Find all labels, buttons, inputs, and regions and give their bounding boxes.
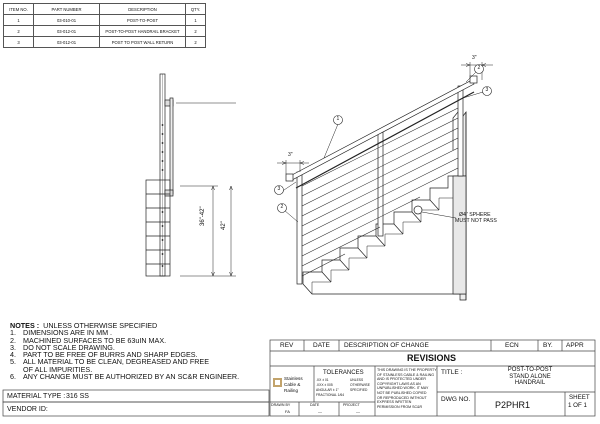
drawing-title: POST-TO-POST STAND ALONE HANDRAIL [507,367,553,387]
appr-header: APPR [566,342,584,349]
note-item: 2. MACHINED SURFACES TO BE 63uIN MAX. [10,335,167,345]
balloon-number: 2 [477,65,481,71]
dim-text-a: 36"-42" [200,206,206,226]
dwg-no-label: DWG NO. [441,396,471,403]
bom-desc: POST-TO-POST HANDRAIL BRACKET [100,26,186,37]
tolerance-line: SPECIFIED [350,388,368,392]
bom-header-qty: QTY. [186,4,206,15]
note-item: 1. DIMENSIONS ARE IN MM . [10,328,113,338]
revisions-title: REVISIONS [407,353,457,363]
isometric-view [275,62,494,300]
company-name-line1: Stainless [284,376,303,381]
tolerance-line: FRACTIONAL 1/64 [316,393,345,397]
material-value: 316 SS [66,393,89,400]
drawn-by-label: DRAWN BY [271,403,291,407]
project-value: — [356,409,360,414]
material-label: MATERIAL TYPE : [7,393,66,400]
company-logo [273,378,282,387]
angle-dim-top: 3" [472,55,477,61]
notes-title: NOTES : [10,321,40,330]
vendor-label: VENDOR ID: [7,406,48,413]
bom-qty: 2 [186,37,206,48]
date-value: — [318,409,322,414]
sheet-label: SHEET [569,394,590,401]
date-header: DATE [313,342,330,349]
rev-header: REV [280,342,294,349]
bom-item: 2 [4,26,34,37]
bom-header-desc: DESCRIPTION [100,4,186,15]
bom-item: 1 [4,15,34,26]
bom-header-part: PART NUMBER [34,4,100,15]
bom-desc: POST-TO-POST [100,15,186,26]
tolerance-line: ANGULAR ± 1° [316,388,339,392]
bom-qty: 1 [186,15,206,26]
project-label: PROJECT [343,403,360,407]
side-elevation-view [146,74,236,276]
side-bracket-bottom [165,190,173,196]
title-label: TITLE : [441,369,463,376]
drawn-by-value: FA [285,409,290,414]
note-item: 3. DO NOT SCALE DRAWING. [10,342,115,352]
company-name-line2: Cable & [284,382,301,387]
bom-part: 03-010-01 [34,15,100,26]
tolerance-line: OTHERWISE [350,383,370,387]
tolerance-line: .XX ± 01 [316,378,329,382]
iso-post-bottom [297,172,302,284]
notes-intro: UNLESS OTHERWISE SPECIFIED [43,321,158,330]
bom-header-item: ITEM NO. [4,4,34,15]
note-item: OF ALL IMPURITIES. [23,364,93,374]
dim-text-b: 42" [221,221,227,230]
date-label: DATE [310,403,320,407]
balloon-number: 3 [485,87,489,93]
balloon-number: 2 [280,204,284,210]
company-name-line3: Railing [284,388,299,393]
ecn-header: ECN [505,342,519,349]
dwg-no-value: P2PHR1 [495,400,531,410]
bom-part: 03-012-01 [34,37,100,48]
sphere-note-line2: MUST NOT PASS [455,218,497,224]
bom-part: 03-012-01 [34,26,100,37]
tolerance-line: UNLESS [350,378,364,382]
sphere-note-line1: Ø4" SPHERE [459,212,491,218]
note-item: 5. ALL MATERIAL TO BE CLEAN, DEGREASED AND FREE [10,357,209,367]
sheet-value: 1 OF 1 [568,402,587,409]
side-handrail [170,98,173,194]
note-item: 4. PART TO BE FREE OF BURRS AND SHARP EDGES. [10,350,198,360]
balloon-number: 3 [277,186,281,192]
property-notice: THIS DRAWING IS THE PROPERTY OF STAINLESS CABLE & RAILING AND IS PROTECTED UNDER COPYRIGHT LAWS AS AN UNPUBLISHED WORK. IT MAY NOT BE PUBLISHED COPIED OR REPRODUCED WITHOUT EXPRESS WRITTEN PERMISSION FROM SC&R [377,368,437,409]
bom-desc: POST TO POST WALL RETURN [100,37,186,48]
note-item: 6. ANY CHANGE MUST BE AUTHORIZED BY AN SC&R ENGINEER. [10,372,240,382]
sphere-symbol [414,206,422,214]
bom-item: 3 [4,37,34,48]
tolerance-line: .XXX ± 005 [316,383,333,387]
balloon-number: 1 [336,116,340,122]
general-notes [10,322,239,380]
angle-dim-bottom: 3" [288,152,293,158]
description-header: DESCRIPTION OF CHANGE [344,342,429,349]
by-header: BY. [543,342,553,349]
bom-qty: 2 [186,26,206,37]
tolerances-title: TOLERANCES [323,370,364,376]
